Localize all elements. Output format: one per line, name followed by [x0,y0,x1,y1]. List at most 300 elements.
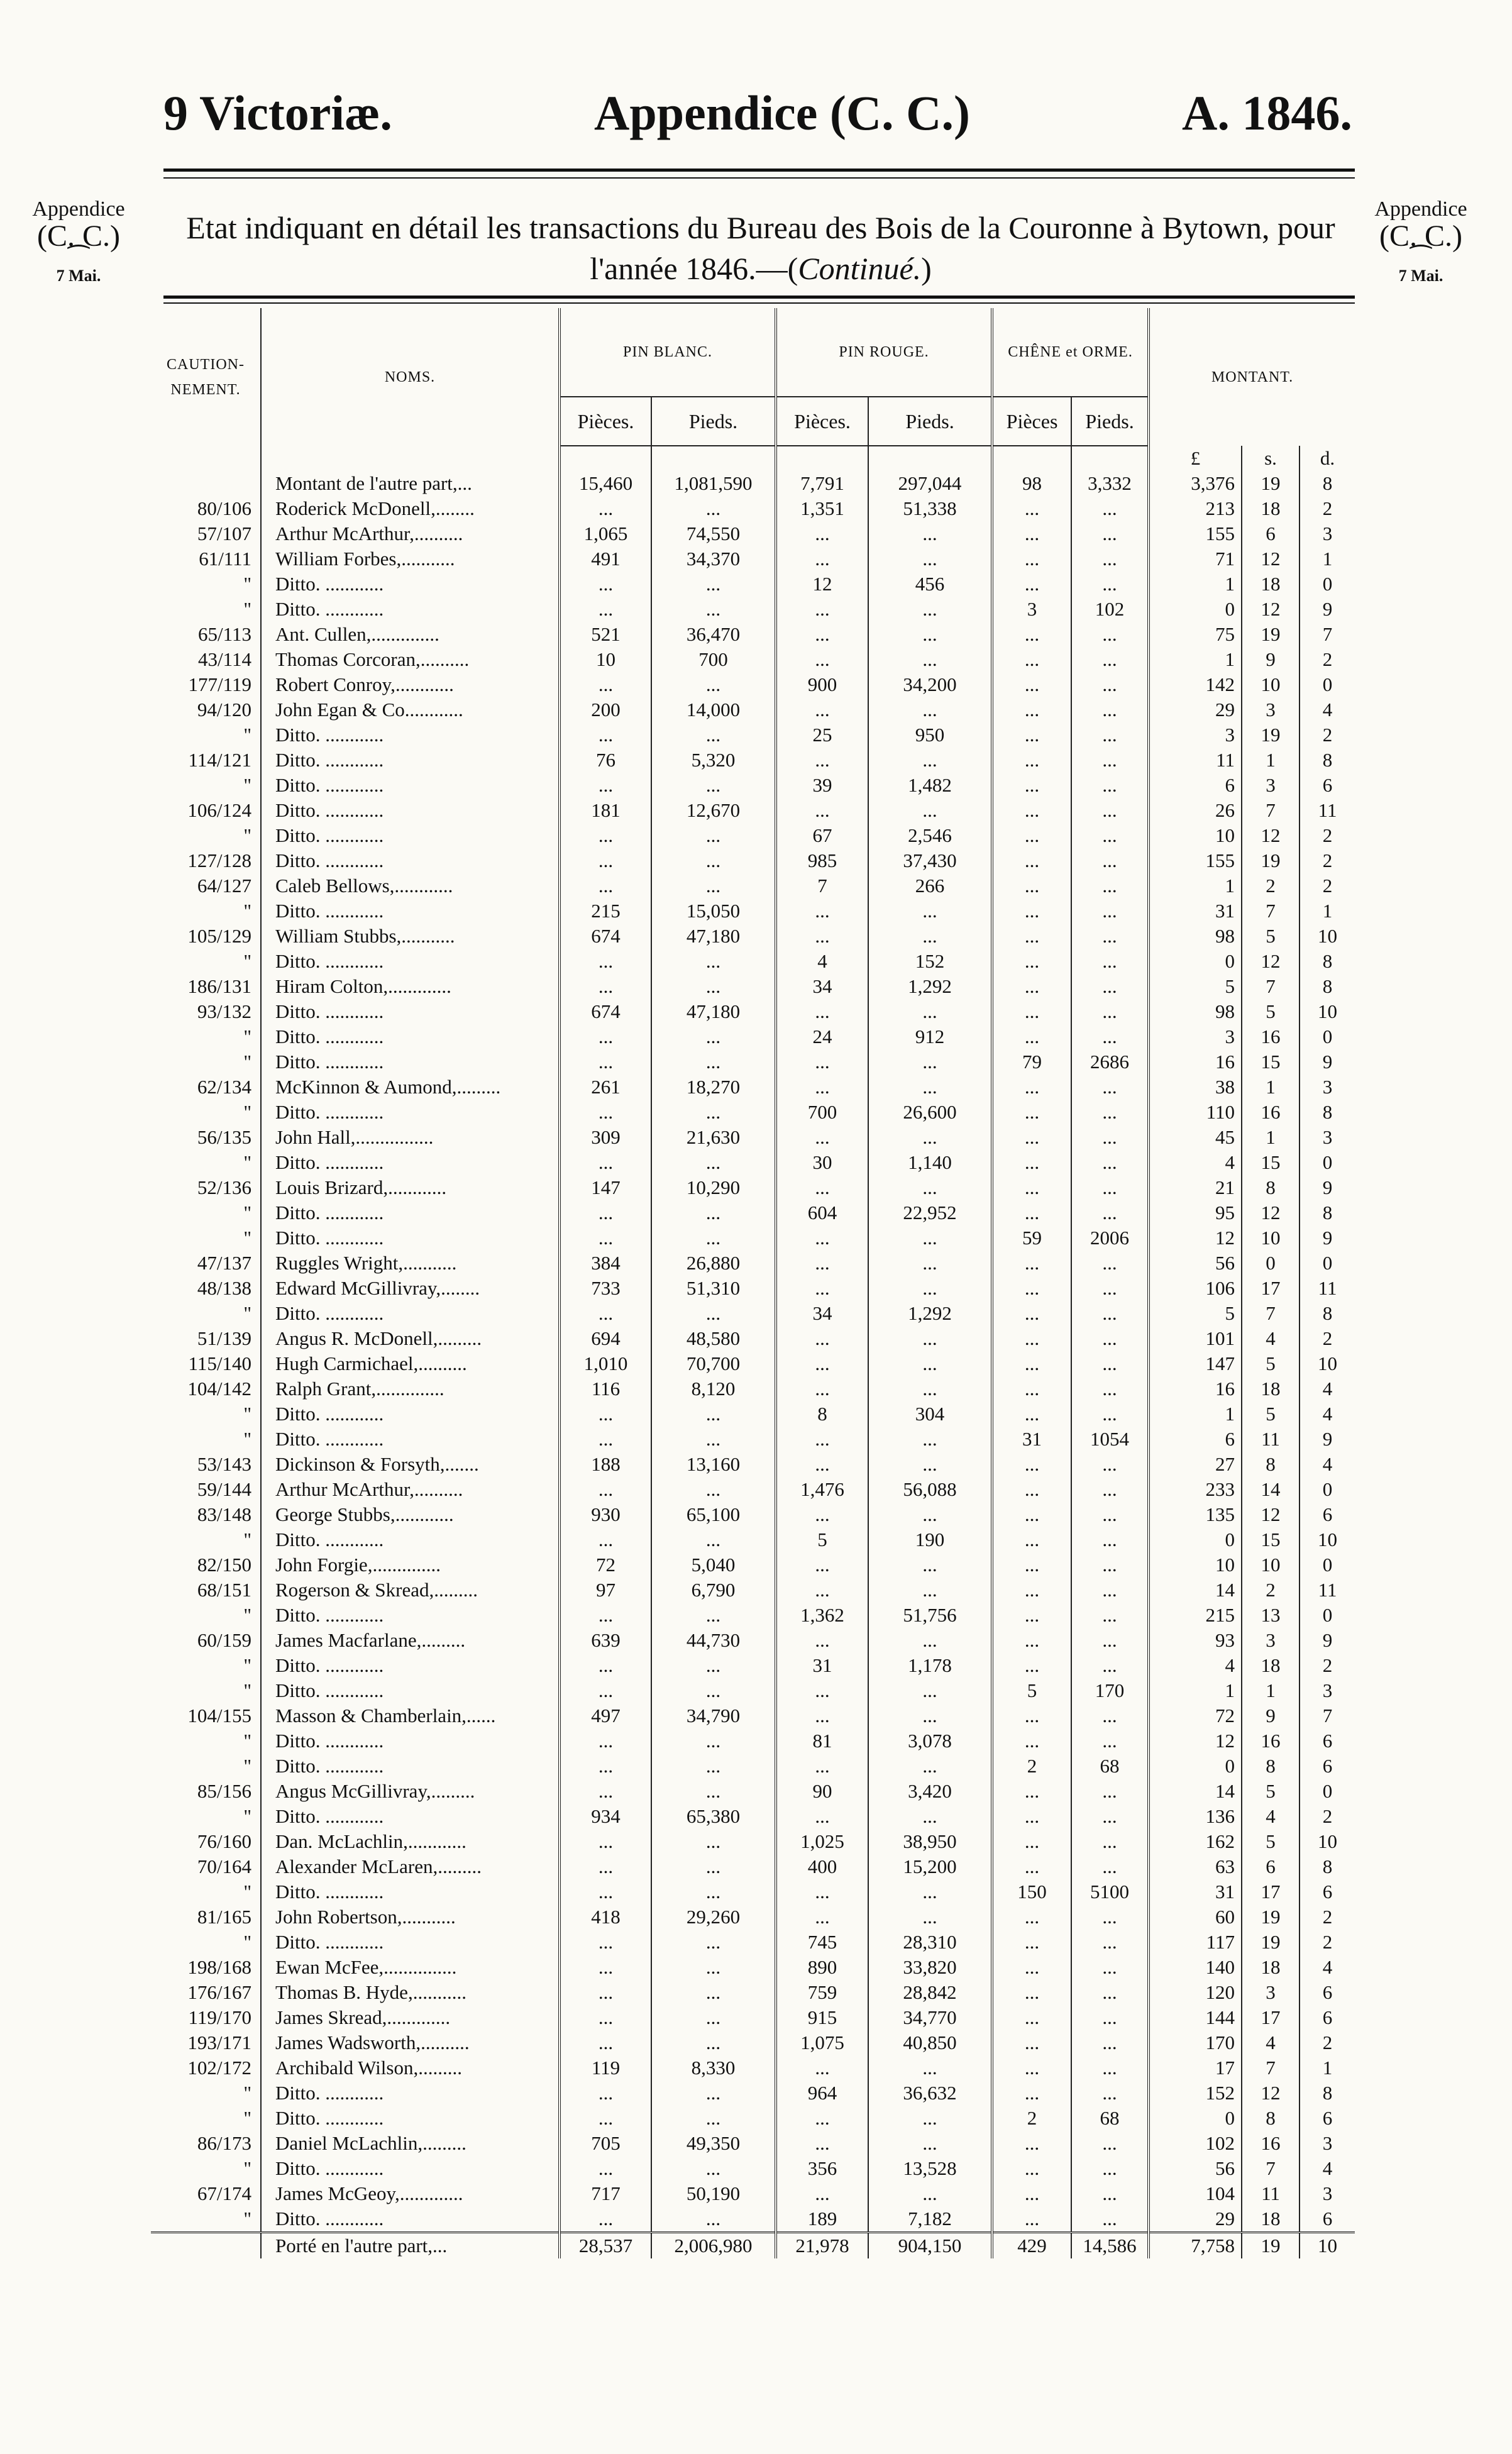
cell-pence: 6 [1300,1879,1355,1904]
cell-pence: 0 [1300,1150,1355,1175]
cell-name: Ditto. ............ [261,597,560,622]
cell-caution: 114/121 [188,749,251,771]
cell-shillings: 8 [1242,1452,1300,1477]
cell-name: William Stubbs,........... [261,924,560,949]
cell-pence: 0 [1300,672,1355,697]
cell-shillings: 12 [1242,597,1300,622]
cell-pb-pieds: ... [651,1200,776,1225]
cell-co-pieds: 170 [1071,1678,1149,1703]
col-pin-rouge-pieces: Pièces. [776,397,868,446]
cell-caution: 86/173 [197,2132,251,2154]
cell-caution: " [243,1755,251,1777]
cell-co-pieds: ... [1071,1477,1149,1502]
cell-pr-pieds: 3,420 [868,1779,992,1804]
cell-caution: " [243,598,251,620]
table-row [151,1955,1355,1980]
cell-pence: 7 [1300,1703,1355,1728]
cell-co-pieds: ... [1071,1804,1149,1829]
cell-caution: 53/143 [197,1453,251,1475]
cell-pr-pieces: ... [776,622,868,647]
cell-pb-pieds: 2,006,980 [651,2233,776,2259]
cell-co-pieds: ... [1071,672,1149,697]
cell-pb-pieds: 700 [651,647,776,672]
cell-pr-pieds: 56,088 [868,1477,992,1502]
table-row [151,1578,1355,1603]
cell-pb-pieces: 639 [560,1628,651,1653]
cell-shillings: 17 [1242,1879,1300,1904]
cell-pb-pieds: 10,290 [651,1175,776,1200]
cell-name: Ditto. ............ [261,1150,560,1175]
cell-pr-pieds: ... [868,1703,992,1728]
cell-name: John Egan & Co............ [261,697,560,722]
cell-pence: 2 [1300,1930,1355,1955]
cell-co-pieds: ... [1071,697,1149,722]
cell-shillings: 10 [1242,1552,1300,1578]
cell-co-pieces: ... [992,999,1071,1024]
cell-pb-pieces: 15,460 [560,471,651,496]
cell-pr-pieces: 1,362 [776,1603,868,1628]
cell-caution: " [243,1403,251,1425]
cell-name: Alexander McLaren,......... [261,1854,560,1879]
cell-pb-pieds: ... [651,1653,776,1678]
cell-caution: " [243,1881,251,1903]
cell-shillings: 19 [1242,1904,1300,1930]
cell-pr-pieds: 15,200 [868,1854,992,1879]
cell-shillings: 2 [1242,873,1300,898]
cell-pr-pieds: ... [868,597,992,622]
cell-pence: 9 [1300,1175,1355,1200]
document-title [163,207,1358,289]
side-right-label: Appendice [1374,197,1467,221]
cell-caution: 80/106 [197,497,251,519]
cell-caution: " [243,1151,251,1173]
cell-caution: " [243,900,251,922]
cell-co-pieds: ... [1071,798,1149,823]
cell-pence: 2 [1300,848,1355,873]
cell-shillings: 1 [1242,1125,1300,1150]
cell-name: Rogerson & Skread,......... [261,1578,560,1603]
cell-co-pieds: 14,586 [1071,2233,1149,2259]
cell-pence: 1 [1300,898,1355,924]
cell-pb-pieds: ... [651,2081,776,2106]
cell-co-pieds: ... [1071,1578,1149,1603]
cell-pr-pieces: ... [776,1879,868,1904]
cell-co-pieds: ... [1071,1628,1149,1653]
cell-pr-pieds: ... [868,1326,992,1351]
cell-pounds: 45 [1149,1125,1242,1150]
table-row [151,1628,1355,1653]
cell-name: James Skread,............. [261,2005,560,2030]
cell-co-pieds: ... [1071,2005,1149,2030]
cell-pb-pieds: ... [651,773,776,798]
cell-pb-pieces: 181 [560,798,651,823]
cell-caution: " [243,724,251,746]
cell-pb-pieds: 13,160 [651,1452,776,1477]
cell-name: James Macfarlane,......... [261,1628,560,1653]
cell-shillings: 1 [1242,1678,1300,1703]
cell-co-pieds: ... [1071,1854,1149,1879]
cell-pounds: 101 [1149,1326,1242,1351]
cell-caution: " [243,1604,251,1626]
cell-shillings: 16 [1242,1024,1300,1049]
cell-shillings: 8 [1242,2106,1300,2131]
cell-pb-pieds: ... [651,848,776,873]
cell-shillings: 4 [1242,1804,1300,1829]
cell-pb-pieces: 674 [560,999,651,1024]
cell-pb-pieds: ... [651,1401,776,1427]
cell-pounds: 233 [1149,1477,1242,1502]
side-note-right [1361,198,1481,284]
cell-name: Ditto. ............ [261,1401,560,1427]
cell-pb-pieds: 34,790 [651,1703,776,1728]
cell-shillings: 3 [1242,1628,1300,1653]
cell-co-pieces: ... [992,622,1071,647]
cell-name: William Forbes,........... [261,546,560,572]
header-right: A. 1846. [1182,86,1352,140]
cell-pr-pieds: ... [868,546,992,572]
cell-caution: " [243,2082,251,2104]
cell-shillings: 7 [1242,1301,1300,1326]
cell-pr-pieds: 266 [868,873,992,898]
cell-pence: 4 [1300,1955,1355,1980]
cell-pr-pieds: ... [868,1804,992,1829]
cell-shillings: 18 [1242,1376,1300,1401]
cell-name: Ditto. ............ [261,2206,560,2233]
cell-pr-pieds: 1,292 [868,974,992,999]
cell-pb-pieces: ... [560,949,651,974]
cell-co-pieds: ... [1071,1376,1149,1401]
cell-name: Masson & Chamberlain,...... [261,1703,560,1728]
cell-name: Ditto. ............ [261,1225,560,1251]
cell-pb-pieces: 72 [560,1552,651,1578]
cell-pr-pieces: ... [776,1251,868,1276]
cell-pounds: 3,376 [1149,471,1242,496]
cell-pr-pieds: 912 [868,1024,992,1049]
cell-pr-pieces: ... [776,2131,868,2156]
cell-pb-pieces: ... [560,2156,651,2181]
cell-pb-pieces: 10 [560,647,651,672]
cell-co-pieds: ... [1071,1829,1149,1854]
cell-pr-pieces: 745 [776,1930,868,1955]
cell-co-pieds: ... [1071,1326,1149,1351]
cell-pb-pieds: 12,670 [651,798,776,823]
cell-caution: 51/139 [197,1327,251,1349]
cell-co-pieds: ... [1071,1955,1149,1980]
table-row [151,1452,1355,1477]
cell-pounds: 0 [1149,2106,1242,2131]
cell-co-pieces: ... [992,496,1071,521]
table-row [151,773,1355,798]
cell-shillings: 6 [1242,1854,1300,1879]
cell-pb-pieds: 48,580 [651,1326,776,1351]
cell-co-pieces: ... [992,748,1071,773]
cell-pounds: 10 [1149,823,1242,848]
cell-pence: 6 [1300,1502,1355,1527]
cell-pounds: 63 [1149,1854,1242,1879]
cell-co-pieces: ... [992,1854,1071,1879]
cell-pr-pieds: ... [868,1351,992,1376]
cell-caution: " [243,1654,251,1676]
cell-pr-pieds: ... [868,1125,992,1150]
cell-pb-pieds: 65,380 [651,1804,776,1829]
table-row [151,1779,1355,1804]
cell-name: Arthur McArthur,.......... [261,1477,560,1502]
table-row [151,496,1355,521]
cell-pr-pieces: ... [776,798,868,823]
cell-shillings: 12 [1242,1502,1300,1527]
table-row [151,1301,1355,1326]
cell-pb-pieds: 47,180 [651,999,776,1024]
cell-shillings: 9 [1242,647,1300,672]
cell-co-pieces: ... [992,1150,1071,1175]
cell-pr-pieds: 28,842 [868,1980,992,2005]
cell-shillings: 11 [1242,2181,1300,2206]
cell-co-pieds: ... [1071,1980,1149,2005]
cell-pb-pieces: ... [560,1930,651,1955]
cell-pr-pieces: ... [776,1376,868,1401]
col-pin-rouge: PIN ROUGE. [776,308,992,397]
cell-co-pieds: ... [1071,2206,1149,2233]
cell-pb-pieces: 1,065 [560,521,651,546]
cell-pr-pieces: 189 [776,2206,868,2233]
cell-caution: 57/107 [197,522,251,544]
cell-name: Ditto. ............ [261,1678,560,1703]
cell-pr-pieces: ... [776,1125,868,1150]
cell-shillings: 12 [1242,2081,1300,2106]
cell-pr-pieces: 25 [776,722,868,748]
cell-co-pieds: ... [1071,1401,1149,1427]
cell-pr-pieds: 51,338 [868,496,992,521]
cell-co-pieds: ... [1071,773,1149,798]
cell-shillings: 0 [1242,1251,1300,1276]
cell-name: Archibald Wilson,......... [261,2055,560,2081]
cell-pr-pieces: 985 [776,848,868,873]
cell-pb-pieds: 47,180 [651,924,776,949]
cell-co-pieces: ... [992,1024,1071,1049]
cell-pb-pieds: 36,470 [651,622,776,647]
cell-shillings: 7 [1242,2156,1300,2181]
cell-name: Ditto. ............ [261,1754,560,1779]
table-row [151,546,1355,572]
cell-pr-pieces: 39 [776,773,868,798]
cell-pr-pieds: 22,952 [868,1200,992,1225]
cell-pounds: 1 [1149,572,1242,597]
cell-shillings: 10 [1242,672,1300,697]
unit-pound: £ [1149,446,1242,471]
cell-name: Ditto. ............ [261,1804,560,1829]
cell-pounds: 213 [1149,496,1242,521]
cell-name: Ditto. ............ [261,999,560,1024]
table-row [151,2081,1355,2106]
cell-shillings: 19 [1242,848,1300,873]
cell-name: Ditto. ............ [261,1024,560,1049]
cell-name: Ditto. ............ [261,1427,560,1452]
cell-pb-pieds: ... [651,1678,776,1703]
cell-pb-pieces: 705 [560,2131,651,2156]
cell-pr-pieces: ... [776,1427,868,1452]
cell-name: Ditto. ............ [261,848,560,873]
cell-co-pieces: 429 [992,2233,1071,2259]
side-left-date: 7 Mai. [56,267,101,285]
cell-pr-pieces: ... [776,2181,868,2206]
cell-pr-pieds: 37,430 [868,848,992,873]
cell-pr-pieds: ... [868,647,992,672]
cell-pr-pieces: ... [776,1351,868,1376]
cell-shillings: 3 [1242,1980,1300,2005]
cell-shillings: 16 [1242,1728,1300,1754]
cell-pr-pieds: ... [868,1578,992,1603]
cell-caution: " [243,1202,251,1224]
cell-pb-pieds: ... [651,2156,776,2181]
cell-co-pieds: ... [1071,873,1149,898]
cell-caution: " [243,1025,251,1047]
cell-pounds: 75 [1149,622,1242,647]
cell-pb-pieces: ... [560,823,651,848]
cell-pb-pieces: 717 [560,2181,651,2206]
cell-caution: 105/129 [187,925,251,947]
cell-co-pieds: ... [1071,1728,1149,1754]
cell-pr-pieds: 33,820 [868,1955,992,1980]
cell-name: Hugh Carmichael,.......... [261,1351,560,1376]
cell-shillings: 4 [1242,2030,1300,2055]
cell-co-pieds: ... [1071,1125,1149,1150]
cell-co-pieces: ... [992,1100,1071,1125]
cell-pence: 3 [1300,2131,1355,2156]
cell-co-pieces: ... [992,949,1071,974]
cell-pb-pieces: 97 [560,1578,651,1603]
cell-pb-pieces: ... [560,1754,651,1779]
table-body [151,446,1355,2233]
side-right-code: (C. C.) [1379,219,1462,253]
cell-pb-pieces: ... [560,1049,651,1075]
cell-co-pieces: ... [992,672,1071,697]
cell-pb-pieces: 119 [560,2055,651,2081]
cell-pounds: 106 [1149,1276,1242,1301]
cell-pb-pieces: 28,537 [560,2233,651,2259]
cell-pr-pieds: ... [868,521,992,546]
cell-pb-pieces: ... [560,722,651,748]
table-row [151,471,1355,496]
table-row [151,949,1355,974]
cell-name: Louis Brizard,............ [261,1175,560,1200]
cell-pb-pieds: 65,100 [651,1502,776,1527]
cell-pb-pieces: 309 [560,1125,651,1150]
cell-pr-pieces: 700 [776,1100,868,1125]
cell-pb-pieces: ... [560,1854,651,1879]
cell-pb-pieds: 49,350 [651,2131,776,2156]
cell-pb-pieces: ... [560,1150,651,1175]
cell-pr-pieds: ... [868,1502,992,1527]
cell-co-pieces: ... [992,1804,1071,1829]
cell-pence: 8 [1300,1200,1355,1225]
cell-caution: 119/170 [188,2006,251,2028]
cell-pounds: 142 [1149,672,1242,697]
cell-caution: 115/140 [188,1352,251,1374]
cell-pr-pieces: 604 [776,1200,868,1225]
cell-pence: 6 [1300,1728,1355,1754]
top-rule-thick [163,169,1355,172]
table-row [151,2030,1355,2055]
cell-shillings: 6 [1242,521,1300,546]
cell-pr-pieds: 28,310 [868,1930,992,1955]
cell-pr-pieds: 7,182 [868,2206,992,2233]
cell-co-pieces: ... [992,974,1071,999]
table-row [151,2156,1355,2181]
cell-co-pieds: ... [1071,748,1149,773]
cell-pr-pieds: 304 [868,1401,992,1427]
cell-shillings: 18 [1242,1955,1300,1980]
cell-co-pieds: ... [1071,848,1149,873]
cell-co-pieces: ... [992,873,1071,898]
cell-pb-pieds: ... [651,496,776,521]
cell-shillings: 18 [1242,496,1300,521]
cell-caution: " [243,1931,251,1953]
cell-name: Ditto. ............ [261,1728,560,1754]
cell-pounds: 6 [1149,773,1242,798]
cell-caution: 81/165 [197,1906,251,1928]
cell-pb-pieds: ... [651,597,776,622]
cell-pb-pieds: ... [651,1301,776,1326]
cell-pounds: 120 [1149,1980,1242,2005]
table-row [151,1502,1355,1527]
cell-pr-pieces: 67 [776,823,868,848]
cell-pb-pieds: ... [651,1980,776,2005]
cell-name: Porté en l'autre part,... [261,2233,560,2259]
cell-co-pieces: ... [992,1251,1071,1276]
cell-pence: 2 [1300,496,1355,521]
cell-pence: 6 [1300,2005,1355,2030]
cell-co-pieds: ... [1071,999,1149,1024]
cell-shillings: 17 [1242,2005,1300,2030]
col-pin-blanc-pieces: Pièces. [560,397,651,446]
cell-pr-pieds: ... [868,2106,992,2131]
cell-pb-pieces: ... [560,2106,651,2131]
cell-pence: 0 [1300,572,1355,597]
cell-co-pieds: ... [1071,1150,1149,1175]
cell-pb-pieds: ... [651,722,776,748]
table-row [151,1326,1355,1351]
cell-pence: 0 [1300,1552,1355,1578]
table-row [151,1251,1355,1276]
cell-pb-pieds: 14,000 [651,697,776,722]
cell-pence: 4 [1300,1401,1355,1427]
cell-pence: 0 [1300,1779,1355,1804]
table-row [151,1100,1355,1125]
cell-pence: 10 [1300,1829,1355,1854]
cell-name: Montant de l'autre part,... [261,471,560,496]
cell-name: Ditto. ............ [261,1930,560,1955]
cell-name: Thomas Corcoran,.......... [261,647,560,672]
cell-pb-pieds: ... [651,1854,776,1879]
cell-pr-pieds: ... [868,1251,992,1276]
cell-pr-pieds: ... [868,2055,992,2081]
cell-pr-pieces: ... [776,1804,868,1829]
cell-name: Angus McGillivray,......... [261,1779,560,1804]
cell-caution: " [243,1805,251,1827]
cell-caution: 67/174 [197,2182,251,2204]
cell-shillings: 19 [1242,2233,1300,2259]
cell-pr-pieces: ... [776,2055,868,2081]
cell-co-pieds: ... [1071,2055,1149,2081]
cell-shillings: 18 [1242,1653,1300,1678]
cell-pr-pieces: 30 [776,1150,868,1175]
cell-pence: 9 [1300,1628,1355,1653]
title-line-2: l'année 1846.—(Continué.) [590,251,932,286]
cell-pb-pieces: ... [560,1225,651,1251]
cell-pb-pieces: ... [560,2005,651,2030]
cell-shillings: 7 [1242,898,1300,924]
cell-pb-pieces: ... [560,572,651,597]
